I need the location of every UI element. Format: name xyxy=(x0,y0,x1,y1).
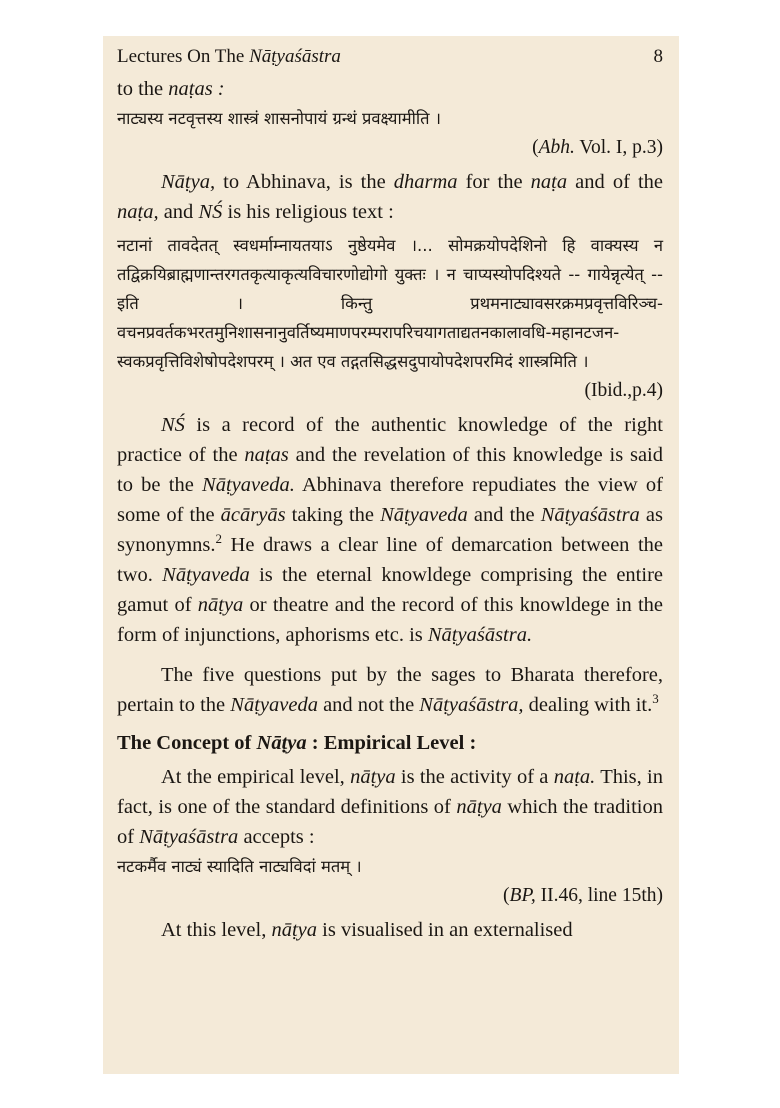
text-run: At this level, xyxy=(161,919,272,941)
italic-term: naṭa, xyxy=(117,201,159,223)
paragraph-empirical-level xyxy=(117,762,663,852)
text-run: which the tradition of xyxy=(117,796,663,848)
text-run: At the empirical level, xyxy=(161,766,351,788)
paragraph-visualised xyxy=(117,915,663,945)
text-run: Abhinava therefore repudiates the view of some of the xyxy=(117,474,663,526)
text-run: or theatre and the record of this knowldege in the form of injunctions, aphorisms etc. is xyxy=(117,594,663,646)
text-run: is the activity of a xyxy=(395,766,554,788)
italic-term: Nāṭyaśāstra, xyxy=(419,694,524,716)
text-run: and the xyxy=(467,504,541,526)
italic-term: Nāṭyaveda xyxy=(380,504,468,526)
italic-term: nāṭya xyxy=(456,796,502,818)
footnote-marker: 3 xyxy=(652,691,659,707)
italic-term: dharma xyxy=(393,171,458,193)
section-heading xyxy=(117,728,663,758)
italic-term: Nāṭyaveda xyxy=(162,564,250,586)
intro-line: to the naṭas : xyxy=(117,78,225,100)
italic-term: nāṭya xyxy=(271,919,318,941)
text-run: as synonymns. xyxy=(117,504,663,556)
italic-term: Nāṭya xyxy=(256,732,307,754)
text-run: The five questions put by the sages to Bharata therefore, pertain to the xyxy=(117,664,663,716)
text-run: and the revelation of this knowledge is said to be the xyxy=(117,444,663,496)
text-run: to Abhinava, is the xyxy=(215,171,394,193)
text-run: is visualised in an externalised xyxy=(317,919,573,941)
citation-ibid: (Ibid.,p.4) xyxy=(584,380,663,401)
text-run: and not the xyxy=(317,694,420,716)
italic-term: nāṭya xyxy=(197,594,244,616)
text-run: is the eternal knowldege comprising the entire gamut of xyxy=(117,564,663,616)
text-run: and xyxy=(158,201,199,223)
text-run: : Empirical Level : xyxy=(306,732,477,754)
italic-term: Nāṭya, xyxy=(161,171,216,193)
citation-bp: (BP, II.46, line 15th) xyxy=(503,885,663,906)
italic-term: NŚ xyxy=(198,201,223,223)
paragraph-ns-record xyxy=(117,410,663,650)
footnote-marker: 2 xyxy=(215,531,223,547)
italic-term: naṭa. xyxy=(553,766,596,788)
italic-term: ācāryās xyxy=(220,504,286,526)
text-run: accepts : xyxy=(238,826,315,848)
running-header xyxy=(117,44,663,70)
italic-term: naṭas xyxy=(244,444,289,466)
text-run: This, in fact, is one of the standard definitions of xyxy=(117,766,663,818)
text-run: He draws a clear line of demarcation between the two. xyxy=(117,534,663,586)
text-run: and of the xyxy=(567,171,663,193)
sanskrit-quote-3: नटकर्मैव नाट्यं स्यादिति नाट्यविदां मतम् । xyxy=(117,857,362,876)
citation-abh: (Abh. Vol. I, p.3) xyxy=(532,137,663,158)
italic-term: NŚ xyxy=(161,414,185,436)
text-run: taking the xyxy=(285,504,381,526)
sanskrit-quote-2: नटानां तावदेतत् स्वधर्माम्नायतयाऽ नुष्ठेयमेव ।... सोमक्रयोपदेशिनो हि वाक्यस्य न तद्विक्रयिब्राह्मणान्तरगतकृत्याकृत्यविचारणोद्योगो युक्तः । न चाप्यस्योपदिश्यते -- गायेन्नृत्येत् -- इति । किन्तु प्रथमनाट्यावसरक्रमप्रवृत्तविरिञ्च-वचनप्रवर्तकभरतमुनिशासनानुवर्तिष्यमाणपरम्परापरिचयागताद्यतनकालावधि-महानटजन- स्वकप्रवृत्तिविशेषोपदेशपरम् । अत एव तद्गतसिद्धसदुपायोपदेशपरमिदं शास्त्रमिति । xyxy=(117,236,663,371)
paragraph-five-questions xyxy=(117,660,663,720)
italic-term: Nāṭyaveda. xyxy=(202,474,295,496)
text-run: The Concept of xyxy=(117,732,257,754)
italic-term: Nāṭyaśāstra xyxy=(540,504,640,526)
header-title: Lectures On The Nāṭyaśāstra xyxy=(117,46,341,67)
italic-term: Nāṭyaśāstra xyxy=(139,826,239,848)
italic-term: naṭa xyxy=(530,171,568,193)
text-run: dealing with it. xyxy=(523,694,653,716)
text-run: for the xyxy=(457,171,531,193)
italic-term: Nāṭyaśāstra. xyxy=(427,624,533,646)
paragraph-natya-dharma xyxy=(117,167,663,227)
italic-term: nāṭya xyxy=(350,766,396,788)
italic-term: Nāṭyaveda xyxy=(230,694,318,716)
book-page xyxy=(103,36,679,1074)
text-run: is his religious text : xyxy=(222,201,394,223)
text-run: is a record of the authentic knowledge of the right practice of the xyxy=(117,414,663,466)
page-number: 8 xyxy=(653,46,663,67)
sanskrit-quote-1: नाट्यस्य नटवृत्तस्य शास्त्रं शासनोपायं ग्रन्थं प्रवक्ष्यामीति । xyxy=(117,109,442,128)
